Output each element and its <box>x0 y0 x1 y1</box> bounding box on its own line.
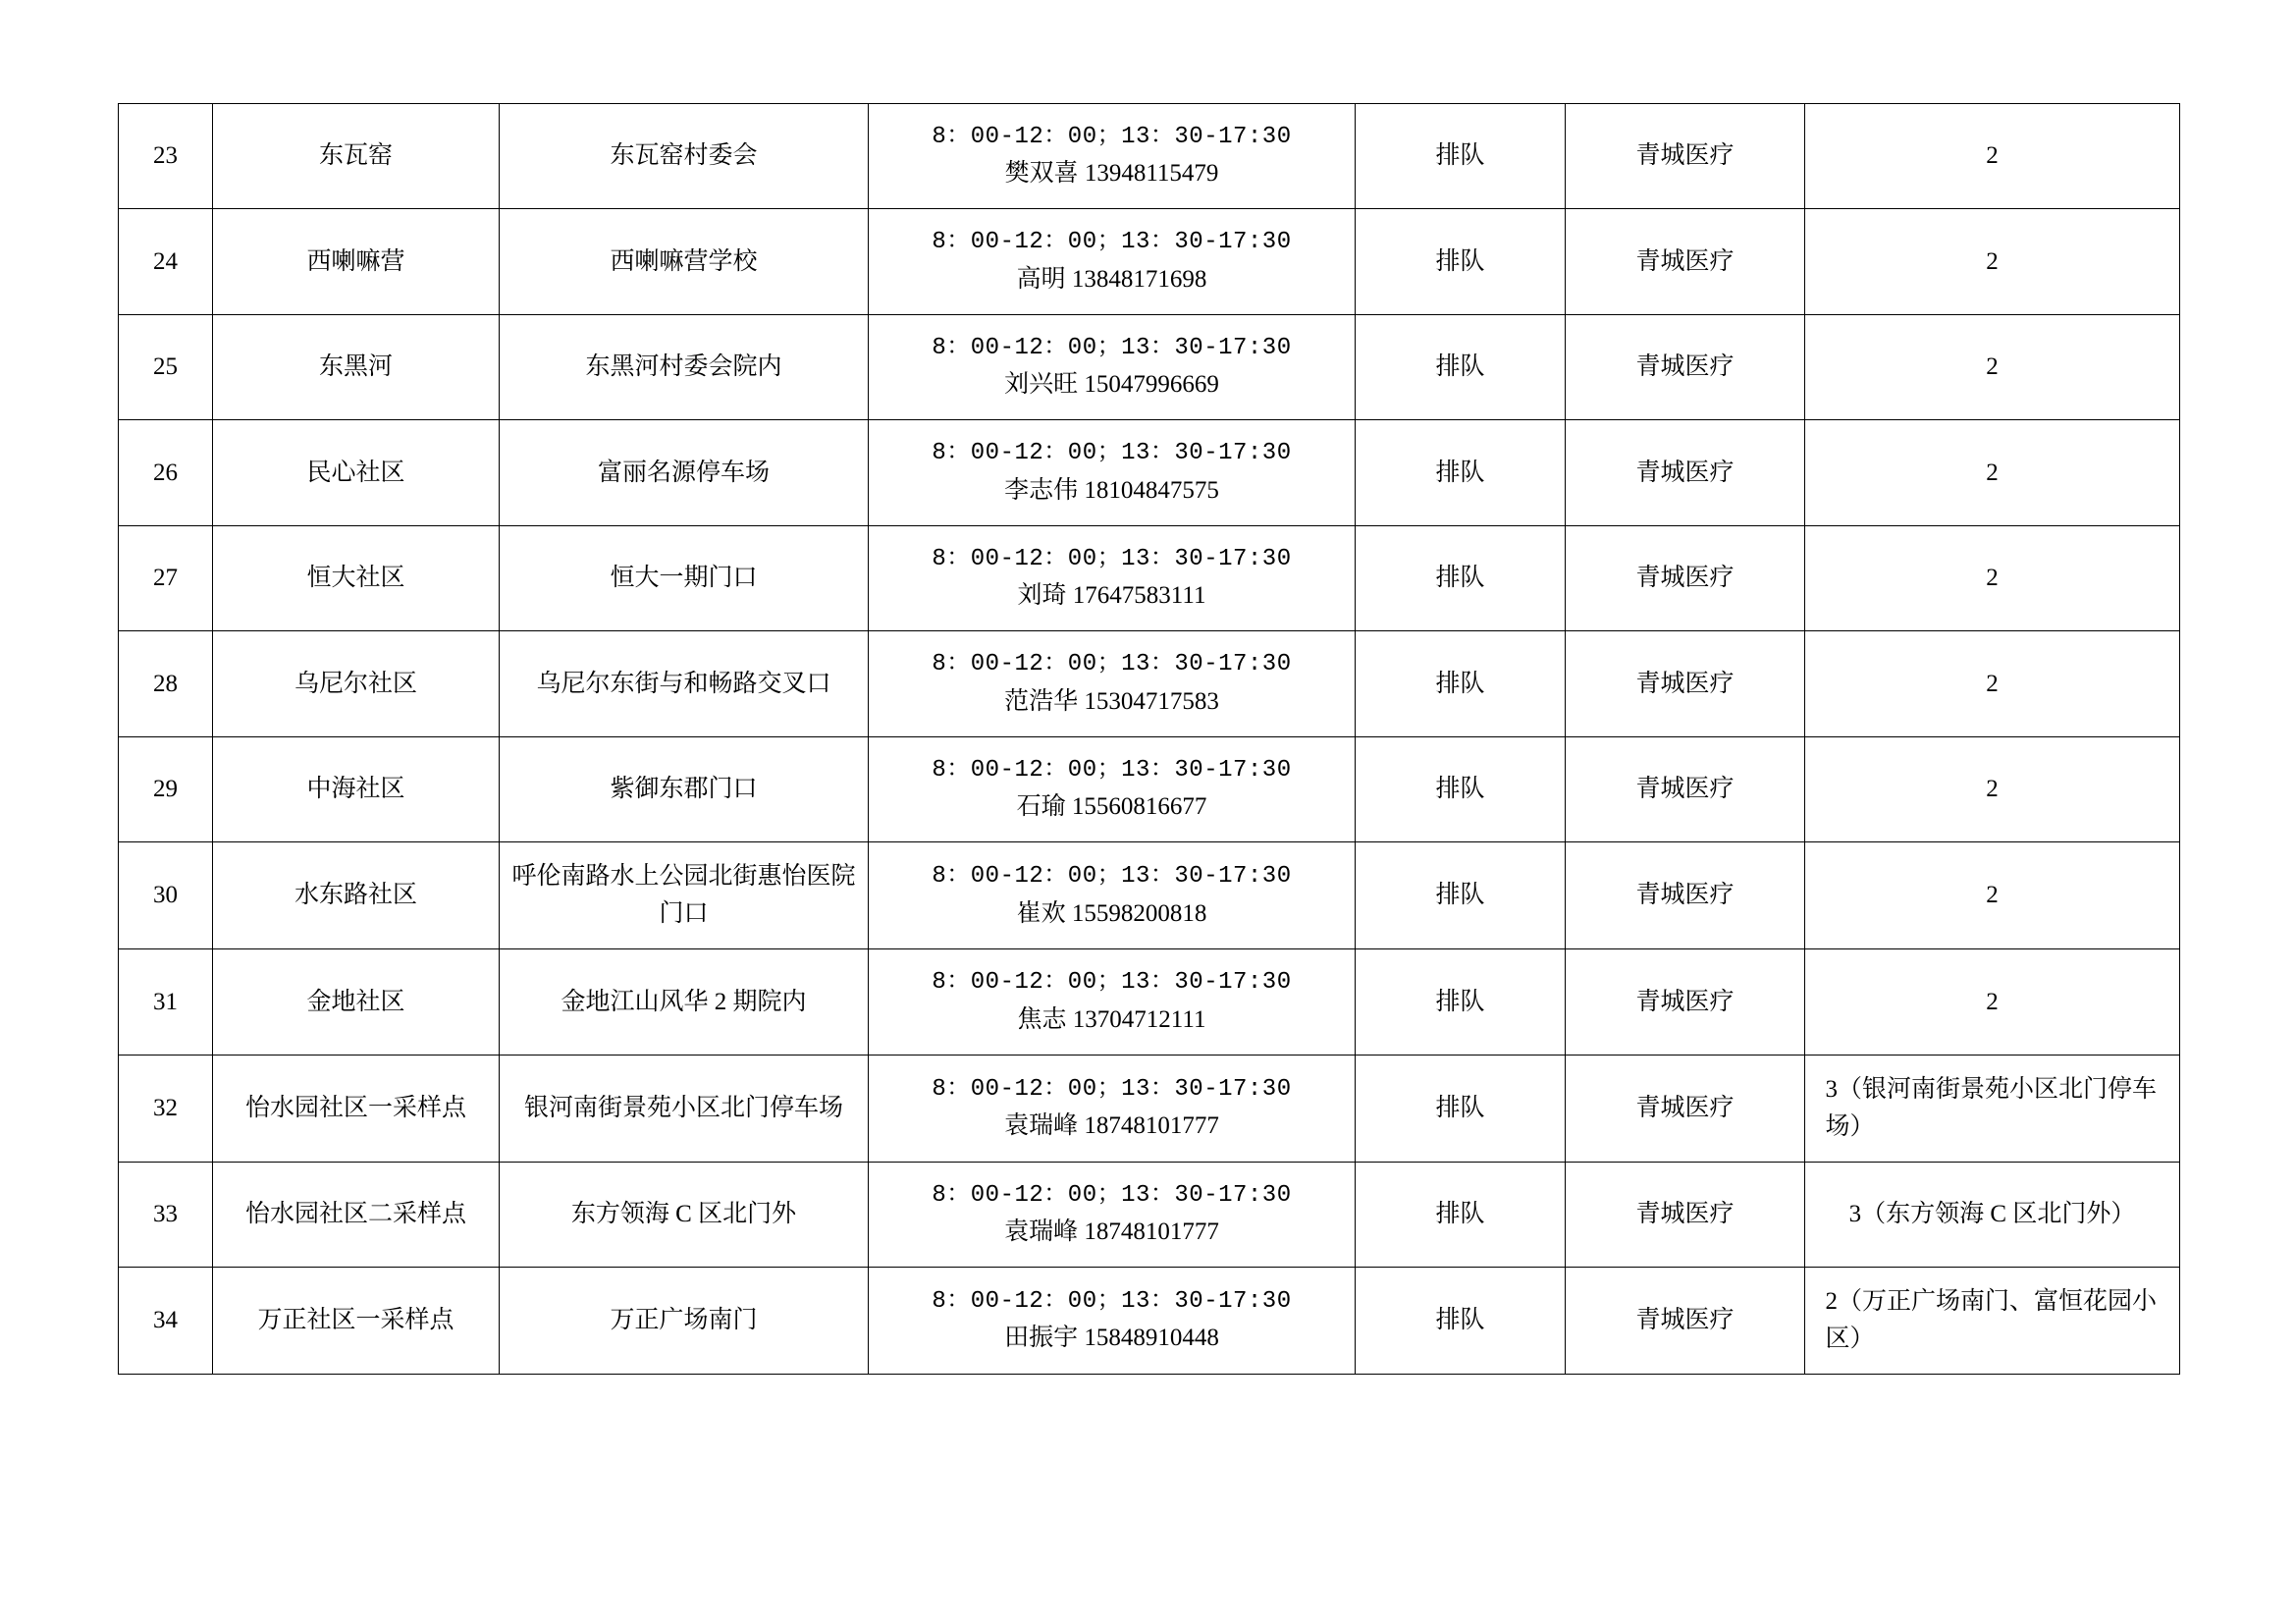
cell-mode: 排队 <box>1356 631 1566 736</box>
cell-area: 恒大社区 <box>213 525 500 630</box>
cell-no: 28 <box>119 631 213 736</box>
cell-count <box>1805 525 2180 630</box>
cell-time-hours: 8：00-12：00；13：30-17:30 <box>932 334 1292 361</box>
cell-time <box>869 314 1356 419</box>
cell-place: 东瓦窑村委会 <box>500 104 869 209</box>
cell-org: 青城医疗 <box>1566 314 1805 419</box>
cell-org: 青城医疗 <box>1566 420 1805 525</box>
cell-place: 紫御东郡门口 <box>500 736 869 841</box>
cell-time <box>869 631 1356 736</box>
cell-count <box>1805 209 2180 314</box>
cell-org: 青城医疗 <box>1566 736 1805 841</box>
table-body <box>119 104 2180 1375</box>
cell-no: 23 <box>119 104 213 209</box>
cell-time-hours: 8：00-12：00；13：30-17:30 <box>932 1287 1292 1315</box>
cell-time-contact: 袁瑞峰 18748101777 <box>1004 1218 1219 1246</box>
table-row <box>119 104 2180 209</box>
table-row <box>119 420 2180 525</box>
cell-place: 万正广场南门 <box>500 1268 869 1375</box>
cell-time <box>869 420 1356 525</box>
cell-time <box>869 104 1356 209</box>
cell-area: 东黑河 <box>213 314 500 419</box>
table-row <box>119 525 2180 630</box>
cell-area: 怡水园社区一采样点 <box>213 1055 500 1162</box>
cell-time-hours: 8：00-12：00；13：30-17:30 <box>932 1181 1292 1209</box>
cell-time-contact: 崔欢 15598200818 <box>1016 899 1207 927</box>
cell-mode: 排队 <box>1356 949 1566 1055</box>
cell-time-contact: 樊双喜 13948115479 <box>1004 160 1219 188</box>
cell-time <box>869 842 1356 949</box>
cell-place: 恒大一期门口 <box>500 525 869 630</box>
cell-count-value: 2 <box>1986 247 1999 275</box>
cell-time-hours: 8：00-12：00；13：30-17:30 <box>932 756 1292 784</box>
cell-count <box>1805 631 2180 736</box>
cell-time-contact: 袁瑞峰 18748101777 <box>1004 1111 1219 1139</box>
cell-time-hours: 8：00-12：00；13：30-17:30 <box>932 440 1292 467</box>
cell-mode: 排队 <box>1356 1268 1566 1375</box>
cell-no: 31 <box>119 949 213 1055</box>
cell-time <box>869 1268 1356 1375</box>
cell-count-value: 3（银河南街景苑小区北门停车场） <box>1825 1075 2158 1140</box>
cell-count-value: 2 <box>1986 776 1999 803</box>
cell-count <box>1805 842 2180 949</box>
cell-time-hours: 8：00-12：00；13：30-17:30 <box>932 651 1292 678</box>
cell-time-contact: 刘兴旺 15047996669 <box>1004 371 1219 399</box>
cell-org: 青城医疗 <box>1566 104 1805 209</box>
cell-area: 万正社区一采样点 <box>213 1268 500 1375</box>
cell-count <box>1805 1055 2180 1162</box>
cell-mode: 排队 <box>1356 1162 1566 1267</box>
cell-org: 青城医疗 <box>1566 525 1805 630</box>
cell-count-value: 2 <box>1986 353 1999 381</box>
table-row <box>119 949 2180 1055</box>
cell-area: 中海社区 <box>213 736 500 841</box>
cell-org: 青城医疗 <box>1566 842 1805 949</box>
cell-no: 29 <box>119 736 213 841</box>
cell-area: 民心社区 <box>213 420 500 525</box>
cell-count-value: 2 <box>1986 142 1999 170</box>
table-row <box>119 1268 2180 1375</box>
cell-count-value: 2 <box>1986 882 1999 909</box>
cell-count <box>1805 314 2180 419</box>
table-row <box>119 1162 2180 1267</box>
cell-time-hours: 8：00-12：00；13：30-17:30 <box>932 124 1292 150</box>
cell-org: 青城医疗 <box>1566 631 1805 736</box>
cell-time-contact: 范浩华 15304717583 <box>1004 687 1219 715</box>
cell-time-hours: 8：00-12：00；13：30-17:30 <box>932 229 1292 256</box>
cell-no: 25 <box>119 314 213 419</box>
cell-count-value: 2 <box>1986 988 1999 1015</box>
cell-mode: 排队 <box>1356 1055 1566 1162</box>
cell-count-value: 2 <box>1986 565 1999 592</box>
cell-no: 24 <box>119 209 213 314</box>
table-row <box>119 314 2180 419</box>
cell-area: 乌尼尔社区 <box>213 631 500 736</box>
cell-place: 金地江山风华 2 期院内 <box>500 949 869 1055</box>
cell-count-value: 2 <box>1986 459 1999 486</box>
cell-no: 27 <box>119 525 213 630</box>
cell-count <box>1805 420 2180 525</box>
cell-place: 东黑河村委会院内 <box>500 314 869 419</box>
cell-time-contact: 田振宇 15848910448 <box>1004 1325 1219 1352</box>
cell-mode: 排队 <box>1356 314 1566 419</box>
cell-area: 怡水园社区二采样点 <box>213 1162 500 1267</box>
cell-mode: 排队 <box>1356 736 1566 841</box>
cell-mode: 排队 <box>1356 209 1566 314</box>
cell-count <box>1805 1268 2180 1375</box>
table-row <box>119 631 2180 736</box>
cell-org: 青城医疗 <box>1566 1162 1805 1267</box>
cell-time <box>869 1162 1356 1267</box>
cell-time <box>869 1055 1356 1162</box>
cell-time-hours: 8：00-12：00；13：30-17:30 <box>932 545 1292 572</box>
cell-place: 呼伦南路水上公园北街惠怡医院门口 <box>500 842 869 949</box>
cell-area: 西喇嘛营 <box>213 209 500 314</box>
cell-mode: 排队 <box>1356 842 1566 949</box>
cell-count <box>1805 949 2180 1055</box>
cell-place: 西喇嘛营学校 <box>500 209 869 314</box>
table-row <box>119 1055 2180 1162</box>
cell-count-value: 3（东方领海 C 区北门外） <box>1848 1200 2136 1227</box>
cell-org: 青城医疗 <box>1566 949 1805 1055</box>
cell-no: 34 <box>119 1268 213 1375</box>
table-row <box>119 736 2180 841</box>
cell-time-contact: 石瑜 15560816677 <box>1016 793 1207 821</box>
cell-area: 水东路社区 <box>213 842 500 949</box>
cell-count <box>1805 1162 2180 1267</box>
cell-time <box>869 949 1356 1055</box>
cell-mode: 排队 <box>1356 525 1566 630</box>
cell-org: 青城医疗 <box>1566 1055 1805 1162</box>
cell-time-hours: 8：00-12：00；13：30-17:30 <box>932 863 1292 891</box>
cell-place: 乌尼尔东街与和畅路交叉口 <box>500 631 869 736</box>
cell-count <box>1805 104 2180 209</box>
cell-time-contact: 焦志 13704712111 <box>1017 1005 1206 1033</box>
sampling-sites-table <box>118 103 2180 1375</box>
cell-time <box>869 525 1356 630</box>
cell-place: 东方领海 C 区北门外 <box>500 1162 869 1267</box>
cell-no: 32 <box>119 1055 213 1162</box>
cell-org: 青城医疗 <box>1566 209 1805 314</box>
cell-time-contact: 高明 13848171698 <box>1016 265 1207 293</box>
cell-place: 银河南街景苑小区北门停车场 <box>500 1055 869 1162</box>
cell-no: 33 <box>119 1162 213 1267</box>
table-row <box>119 842 2180 949</box>
cell-time-hours: 8：00-12：00；13：30-17:30 <box>932 969 1292 997</box>
cell-time-contact: 刘琦 17647583111 <box>1017 582 1206 610</box>
cell-org: 青城医疗 <box>1566 1268 1805 1375</box>
cell-count <box>1805 736 2180 841</box>
cell-count-value: 2 <box>1986 670 1999 697</box>
cell-count-value: 2（万正广场南门、富恒花园小区） <box>1825 1288 2158 1353</box>
cell-no: 30 <box>119 842 213 949</box>
table-row <box>119 209 2180 314</box>
cell-no: 26 <box>119 420 213 525</box>
cell-time <box>869 209 1356 314</box>
cell-time-contact: 李志伟 18104847575 <box>1004 476 1219 504</box>
cell-area: 东瓦窑 <box>213 104 500 209</box>
cell-mode: 排队 <box>1356 420 1566 525</box>
cell-mode: 排队 <box>1356 104 1566 209</box>
cell-time <box>869 736 1356 841</box>
cell-area: 金地社区 <box>213 949 500 1055</box>
cell-place: 富丽名源停车场 <box>500 420 869 525</box>
cell-time-hours: 8：00-12：00；13：30-17:30 <box>932 1075 1292 1103</box>
